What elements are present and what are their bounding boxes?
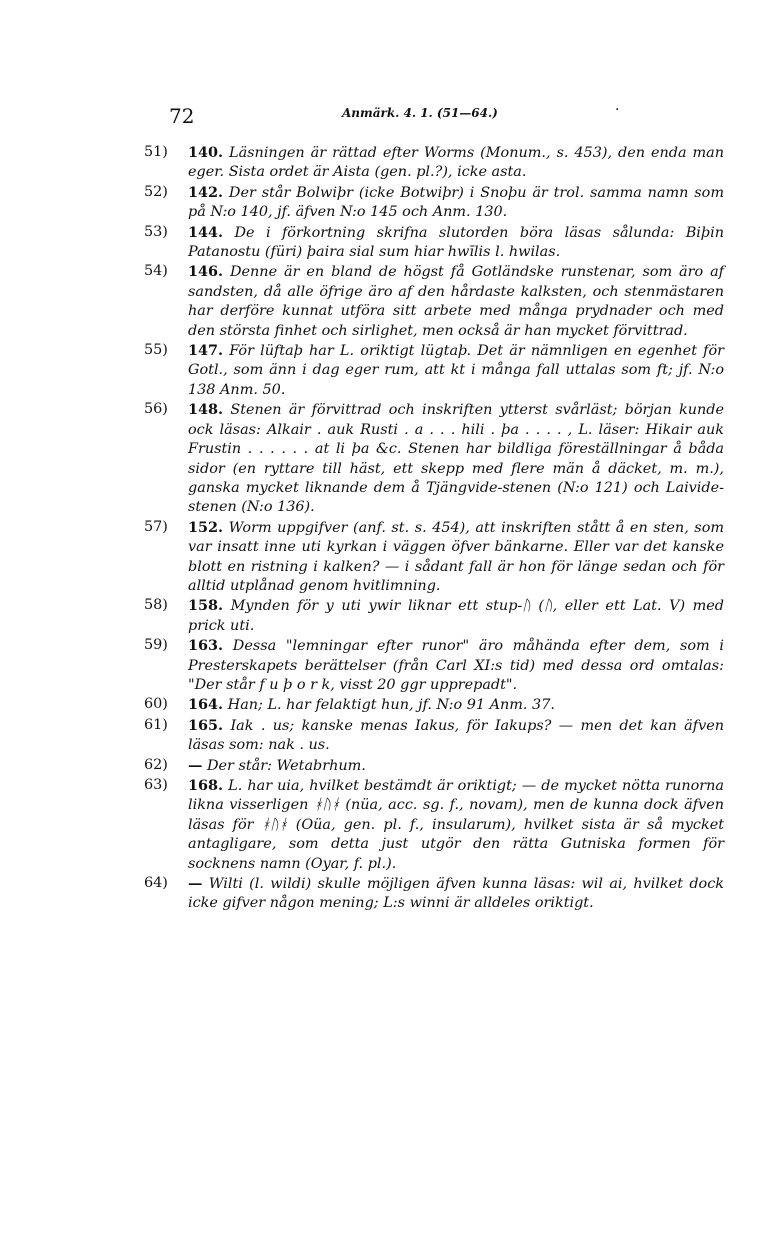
note-text [188, 518, 724, 597]
note-number: 61) [144, 716, 168, 733]
note-reference: 144. [188, 223, 224, 241]
note-number: 51) [144, 144, 168, 160]
note-text [188, 776, 724, 874]
note-body: För lüftaþ har L. oriktigt lügtaþ. Det är nämnligen en egenhet för Gotl., som änn i dag eger rum, att kt i många fall uttalas som ft; jf. N:o 138 Anm. 50. [188, 343, 724, 398]
note-body: Der står: Wetabrhum. [206, 757, 366, 774]
note-entry [144, 400, 724, 517]
note-reference: — [188, 875, 203, 893]
note-entry [144, 183, 724, 223]
note-text [188, 400, 724, 517]
note-body: De i förkortning skrifna slutorden böra läsas sålunda: Biþin Patanostu (füri) þaira sial sum hiar hwīlis l. hwilas. [188, 224, 724, 261]
note-entry [144, 143, 724, 183]
note-body: Worm uppgifver (anf. st. s. 454), att inskriften stått å en sten, som var insatt inne uti kyrkan i väggen öfver bänkarne. Eller var det kanske blott en ristning i kalken? — i sådant fall är hon för länge sedan och för alltid utplånad genom hvitlimning. [188, 519, 725, 594]
note-body: Denne är en bland de högst få Gotländske runstenar, som äro af sandsten, då alle öfrige äro af den hårdaste kalksten, och stenmästaren har derföre kunnat utföra sitt arbete med många prydnader och med den största finhet och sirlighet, men också är han mycket förvittrad. [188, 264, 724, 339]
note-entry [144, 756, 724, 776]
note-text [188, 183, 724, 223]
note-reference: 148. [188, 401, 224, 419]
note-reference: 168. [188, 777, 224, 794]
note-reference: 140. [188, 144, 224, 161]
note-number: 52) [144, 183, 168, 200]
note-body: Mynden för y uti ywir liknar ett stup-ᚢ (ᚢ, eller ett Lat. V) med prick uti. [188, 598, 724, 634]
note-text [188, 695, 724, 715]
note-entry [144, 636, 724, 695]
note-reference: 152. [188, 518, 224, 536]
note-entry [144, 874, 724, 914]
note-body: Dessa "lemningar efter runor" äro måhända efter dem, som i Presterskapets berättelser (från Carl XI:s tid) med dessa ord omtalas: "Der står f u þ o r k, visst 20 ggr upprepadt". [188, 638, 725, 693]
note-body: Wilti (l. wildi) skulle möjligen äfven kunna läsas: wil ai, hvilket dock icke gifver någon mening; L:s winni är alldeles oriktigt. [188, 876, 725, 912]
note-reference: 142. [188, 183, 224, 201]
note-text [188, 223, 724, 263]
note-reference: 163. [188, 637, 224, 655]
note-reference: 158. [188, 597, 224, 615]
note-number: 53) [144, 223, 168, 240]
running-header: Anmärk. 4. 1. (51—64.) [342, 106, 498, 120]
note-number: 57) [144, 518, 168, 535]
note-number: 54) [144, 263, 168, 280]
note-text [188, 262, 724, 341]
page-number: 72 [169, 104, 195, 128]
note-text [188, 874, 724, 914]
note-entry [144, 262, 724, 341]
note-entry [144, 223, 724, 263]
note-body: Der står Bolwiþr (icke Botwiþr) i Snoþu är trol. samma namn som på N:o 140, jf. äfven N:o 145 och Anm. 130. [188, 184, 724, 221]
note-number: 60) [144, 696, 168, 713]
note-number: 64) [144, 875, 168, 892]
note-reference: 147. [188, 342, 224, 360]
note-text [188, 716, 724, 756]
note-entry [144, 776, 724, 874]
note-body: Läsningen är rättad efter Worms (Monum., s. 453), den enda man eger. Sista ordet är Aista (gen. pl.?), icke asta. [188, 145, 725, 181]
note-entry [144, 596, 724, 636]
note-number: 58) [144, 597, 168, 614]
note-reference: 146. [188, 263, 224, 281]
note-body: Iak . us; kanske menas Iakus, för Iakups? — men det kan äfven läsas som: nak . us. [188, 717, 725, 754]
note-reference: 164. [188, 696, 224, 714]
note-reference: 165. [188, 716, 224, 734]
note-text [188, 596, 724, 636]
note-number: 56) [144, 401, 168, 418]
note-body: L. har uia, hvilket bestämdt är oriktigt; — de mycket nötta runorna likna visserligen ᚼᚢᚼ (nüa, acc. sg. f., novam), men de kunna dock äfven läsas för ᚼᚢᚼ (Oüa, gen. pl. f., insularum), hvilket sista är så mycket antagligare, som detta just utgör den rätta Gutniska formen för socknens namn (Oyar, f. pl.). [188, 778, 724, 872]
note-number: 62) [144, 756, 168, 773]
note-text [188, 636, 724, 695]
note-entry [144, 695, 724, 715]
note-entry [144, 716, 724, 756]
note-body: Han; L. har felaktigt hun, jf. N:o 91 Anm. 37. [227, 697, 555, 714]
note-number: 63) [144, 777, 168, 793]
note-entry [144, 341, 724, 400]
note-text [188, 143, 724, 183]
note-reference: — [188, 756, 203, 774]
note-entry [144, 518, 724, 597]
note-number: 55) [144, 342, 168, 359]
note-number: 59) [144, 637, 168, 654]
header-mark: · [615, 102, 620, 118]
note-body: Stenen är förvittrad och inskriften ytterst svårläst; början kunde ock läsas: Alkair . auk Rusti . a . . . hili . þa . . . . , L. läser: Hikair auk Frustin . . . . . . at li þa &c. Stenen har bildliga föreställningar å båda sidor (en ryttare till häst, ett skepp med flere män å däcket, m. m.), ganska mycket liknande dem å Tjängvide-stenen (N:o 121) och Laivide-stenen (N:o 136). [188, 402, 724, 516]
notes-list [144, 143, 724, 914]
note-text [188, 756, 724, 776]
note-text [188, 341, 724, 400]
